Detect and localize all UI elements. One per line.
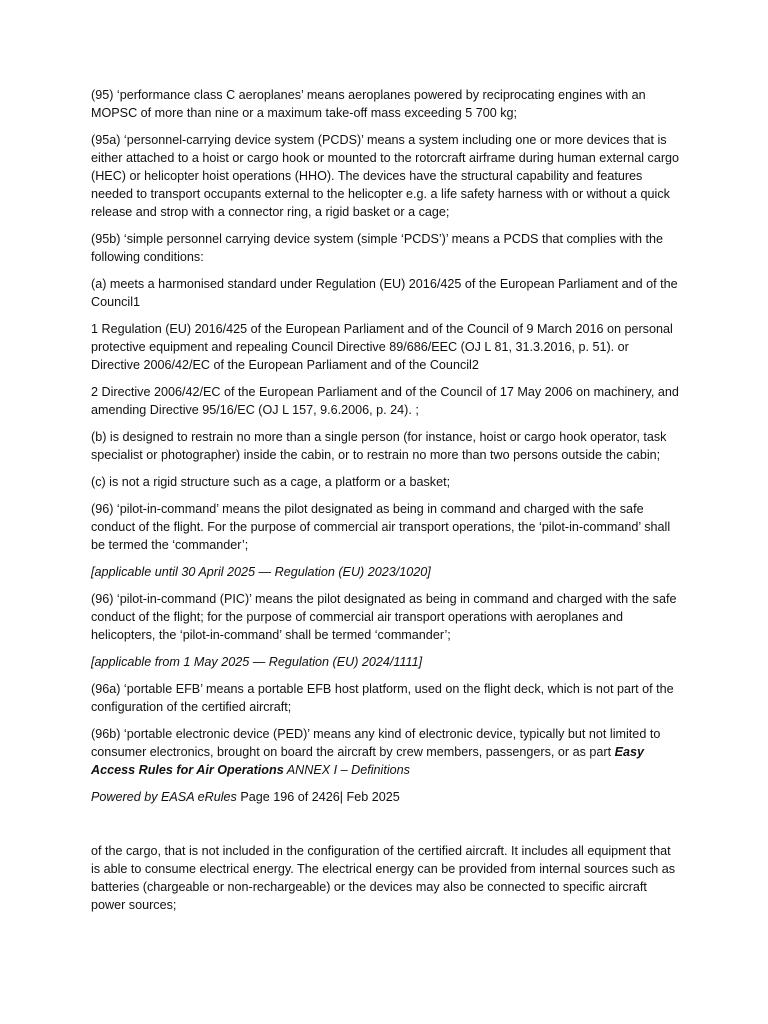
definition-96a: (96a) ‘portable EFB’ means a portable EFB host platform, used on the flight deck, which is not part of the configuration of the certified aircraft; (91, 682, 674, 714)
applicability-note-from: [applicable from 1 May 2025 — Regulation (EU) 2024/1111] (91, 655, 423, 669)
definition-96-old: (96) ‘pilot-in-command’ means the pilot designated as being in command and charged with the safe conduct of the flight. For the purpose of commercial air transport operations, the ‘pilot-in-command’ shall be termed the ‘commander’; (91, 502, 671, 552)
definition-95a: (95a) ‘personnel-carrying device system (PCDS)’ means a system including one or more devices that is either attached to a hoist or cargo hook or mounted to the rotorcraft airframe during human external cargo (HEC) or helicopter hoist operations (HHO). The devices have the structural capability and features needed to transport occupants external to the helicopter e.g. a life safety harness with or without a quick release and strop with a connector ring, a rigid basket or a cage; (91, 133, 680, 219)
footnote-1: 1 Regulation (EU) 2016/425 of the European Parliament and of the Council of 9 March 2016 on personal protective equipment and repealing Council Directive 89/686/EEC (OJ L 81, 31.3.2016, p. 51). or Directive 2006/42/EC of the European Parliament and of the Council2 (91, 322, 673, 372)
condition-b: (b) is designed to restrain no more than a single person (for instance, hoist or cargo hook operator, task specialist or photographer) inside the cabin, or to restrain no more than two persons outside the cabin; (91, 430, 667, 462)
powered-by: Powered by EASA eRules (91, 790, 237, 804)
definition-96-new: (96) ‘pilot-in-command (PIC)’ means the pilot designated as being in command and charged with the safe conduct of the flight; for the purpose of commercial air transport operations with aeroplanes and helicopters, the ‘pilot-in-command’ shall be termed ‘commander’; (91, 592, 677, 642)
continuation-text: of the cargo, that is not included in the configuration of the certified aircraft. It includes all equipment that is able to consume electrical energy. The electrical energy can be provided from internal sources such as batteries (chargeable or non-rechargeable) or the devices may also be connected to specific aircraft power sources; (91, 844, 676, 912)
annex-label: ANNEX I – Definitions (283, 763, 410, 777)
page-footer (91, 788, 681, 806)
definition-96b (91, 725, 681, 779)
condition-c: (c) is not a rigid structure such as a cage, a platform or a basket; (91, 475, 451, 489)
page-info: Page 196 of 2426| Feb 2025 (236, 790, 400, 804)
definition-95b: (95b) ‘simple personnel carrying device system (simple ‘PCDS’)’ means a PCDS that complies with the following conditions: (91, 232, 664, 264)
condition-a: (a) meets a harmonised standard under Regulation (EU) 2016/425 of the European Parliament and of the Council1 (91, 277, 678, 309)
definition-96b-text: (96b) ‘portable electronic device (PED)’ means any kind of electronic device, typically but not limited to consumer electronics, brought on board the aircraft by crew members, passengers, or as part (91, 727, 661, 759)
page-break (91, 806, 681, 842)
definition-95: (95) ‘performance class C aeroplanes’ means aeroplanes powered by reciprocating engines with an MOPSC of more than nine or a maximum take-off mass exceeding 5 700 kg; (91, 88, 646, 120)
footnote-2: 2 Directive 2006/42/EC of the European Parliament and of the Council of 17 May 2006 on machinery, and amending Directive 95/16/EC (OJ L 157, 9.6.2006, p. 24). ; (91, 385, 679, 417)
document-page (91, 86, 681, 923)
document-title: Easy Access Rules for Air Operations (91, 745, 645, 777)
applicability-note-until: [applicable until 30 April 2025 — Regulation (EU) 2023/1020] (91, 565, 431, 579)
